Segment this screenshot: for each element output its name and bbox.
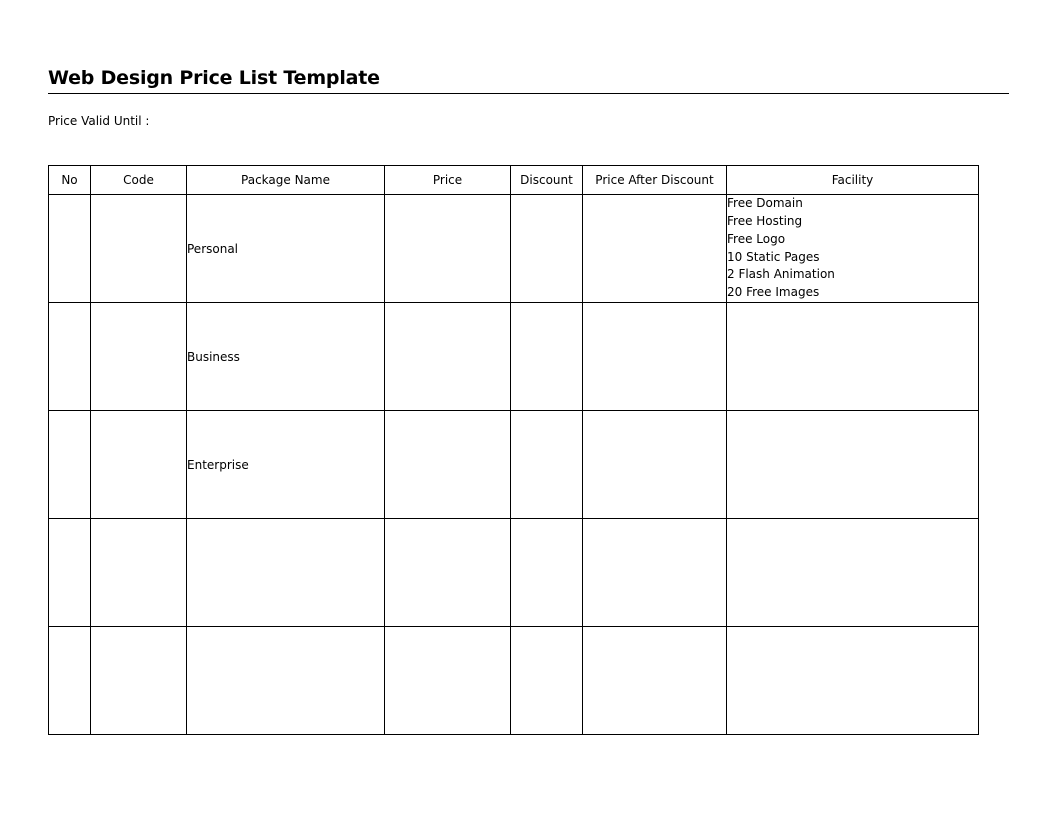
- facility-item: Free Logo: [727, 231, 786, 246]
- cell-facility[interactable]: [727, 411, 979, 519]
- cell-package-name[interactable]: Personal: [187, 195, 385, 303]
- facility-item: 20 Free Images: [727, 285, 820, 300]
- cell-price-after-discount[interactable]: [583, 195, 727, 303]
- cell-facility[interactable]: [727, 627, 979, 735]
- header-discount: Discount: [511, 166, 583, 195]
- price-list-table: [48, 165, 979, 735]
- page-title: Web Design Price List Template: [48, 67, 380, 89]
- cell-price-after-discount[interactable]: [583, 411, 727, 519]
- cell-facility[interactable]: [727, 519, 979, 627]
- title-divider: [48, 93, 1009, 94]
- cell-package-name[interactable]: [187, 627, 385, 735]
- facility-item: 10 Static Pages: [727, 249, 820, 264]
- cell-package-name[interactable]: Enterprise: [187, 411, 385, 519]
- cell-price-after-discount[interactable]: [583, 303, 727, 411]
- cell-price[interactable]: [385, 627, 511, 735]
- table-row: [49, 519, 979, 627]
- header-price: Price: [385, 166, 511, 195]
- facility-item: Free Domain: [727, 196, 803, 211]
- table-header-row: [49, 166, 979, 195]
- header-price-after-discount: Price After Discount: [583, 166, 727, 195]
- cell-code[interactable]: [91, 195, 187, 303]
- table-row: [49, 627, 979, 735]
- cell-no[interactable]: [49, 627, 91, 735]
- cell-price-after-discount[interactable]: [583, 519, 727, 627]
- facility-item: 2 Flash Animation: [727, 267, 835, 282]
- cell-no[interactable]: [49, 195, 91, 303]
- cell-package-name[interactable]: [187, 519, 385, 627]
- cell-price-after-discount[interactable]: [583, 627, 727, 735]
- cell-code[interactable]: [91, 627, 187, 735]
- price-valid-until-label: Price Valid Until :: [48, 114, 150, 128]
- cell-price[interactable]: [385, 519, 511, 627]
- facility-item: Free Hosting: [727, 213, 803, 228]
- header-facility: Facility: [727, 166, 979, 195]
- cell-discount[interactable]: [511, 411, 583, 519]
- cell-discount[interactable]: [511, 195, 583, 303]
- cell-facility[interactable]: [727, 195, 979, 303]
- cell-discount[interactable]: [511, 303, 583, 411]
- header-no: No: [49, 166, 91, 195]
- cell-no[interactable]: [49, 303, 91, 411]
- table-row: [49, 303, 979, 411]
- header-code: Code: [91, 166, 187, 195]
- cell-no[interactable]: [49, 411, 91, 519]
- cell-discount[interactable]: [511, 627, 583, 735]
- cell-price[interactable]: [385, 303, 511, 411]
- table-row: [49, 195, 979, 303]
- cell-code[interactable]: [91, 519, 187, 627]
- header-package-name: Package Name: [187, 166, 385, 195]
- cell-facility[interactable]: [727, 303, 979, 411]
- table-row: [49, 411, 979, 519]
- cell-discount[interactable]: [511, 519, 583, 627]
- cell-price[interactable]: [385, 195, 511, 303]
- cell-price[interactable]: [385, 411, 511, 519]
- cell-no[interactable]: [49, 519, 91, 627]
- cell-code[interactable]: [91, 303, 187, 411]
- cell-code[interactable]: [91, 411, 187, 519]
- cell-package-name[interactable]: Business: [187, 303, 385, 411]
